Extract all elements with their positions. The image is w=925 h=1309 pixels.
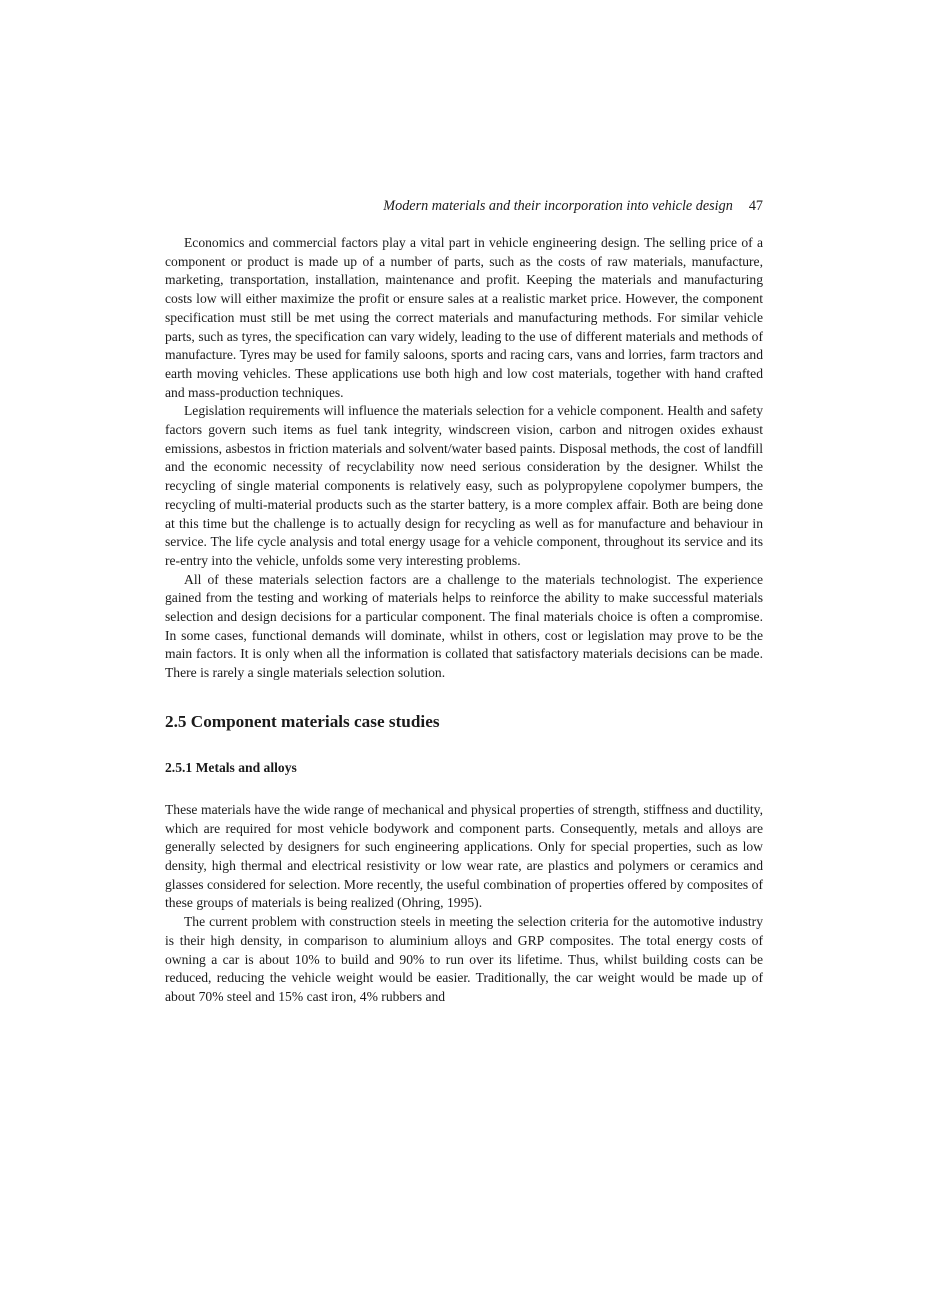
body-text-bottom (165, 801, 763, 1007)
paragraph-metals-properties: These materials have the wide range of mechanical and physical properties of strength, stiffness and ductility, which are required for most vehicle bodywork and component parts. Consequently, metals and alloys are generally selected by designers for such engineering applications. Only for special properties, such as low density, high thermal and electrical resistivity or low wear rate, are plastics and polymers or ceramics and glasses considered for selection. More recently, the useful combination of properties offered by composites of these groups of materials is being realized (Ohring, 1995). (165, 801, 763, 911)
paragraph-legislation: Legislation requirements will influence the materials selection for a vehicle component. Health and safety factors govern such items as fuel tank integrity, windscreen vision, carbon and nitrogen oxides exhaust emissions, asbestos in friction materials and solvent/water based paints. Disposal methods, the cost of landfill and the economic necessity of recyclability now need serious consideration by the designer. Whilst the recycling of single material components is relatively easy, such as polypropylene copolymer bumpers, the recycling of multi-material products such as the starter battery, is a more complex affair. Both are being done at this time but the challenge is to actually design for recycling as well as for manufacture and behaviour in service. The life cycle analysis and total energy usage for a vehicle component, throughout its service and its re-entry into the vehicle, unfolds some very interesting problems. (165, 403, 763, 568)
running-title: Modern materials and their incorporation into vehicle design (383, 198, 733, 214)
paragraph-construction-steels: The current problem with construction steels in meeting the selection criteria for the automotive industry is their high density, in comparison to aluminium alloys and GRP composites. The total energy costs of owning a car is about 10% to build and 90% to run over its lifetime. Thus, whilst building costs can be reduced, reducing the vehicle weight would be easier. Traditionally, the car weight would be made up of about 70% steel and 15% cast iron, 4% rubbers and (165, 914, 763, 1004)
page-number: 47 (748, 198, 763, 214)
section-heading: 2.5 Component materials case studies (165, 711, 440, 731)
paragraph-economics: Economics and commercial factors play a vital part in vehicle engineering design. The selling price of a component or product is made up of a number of parts, such as the costs of raw materials, manufacture, marketing, transportation, installation, maintenance and profit. Keeping the materials and manufacturing costs low will either maximize the profit or ensure sales at a realistic market price. However, the component specification must still be met using the correct materials and manufacturing methods. For similar vehicle parts, such as tyres, the specification can vary widely, leading to the use of different materials and methods of manufacture. Tyres may be used for family saloons, sports and racing cars, vans and lorries, farm tractors and earth moving vehicles. These applications use both high and low cost materials, together with hand crafted and mass-production techniques. (165, 235, 763, 400)
paragraph-selection-factors: All of these materials selection factors are a challenge to the materials technologist. The experience gained from the testing and working of materials helps to reinforce the ability to make successful materials selection and design decisions for a particular component. The final materials choice is often a compromise. In some cases, functional demands will dominate, whilst in others, cost or legislation may prove to be the main factors. It is only when all the information is collated that satisfactory materials decisions can be made. There is rarely a single materials selection solution. (165, 571, 763, 681)
running-header (165, 196, 763, 216)
page (165, 196, 763, 1007)
subsection-heading: 2.5.1 Metals and alloys (165, 759, 297, 775)
body-text-top (165, 234, 763, 683)
